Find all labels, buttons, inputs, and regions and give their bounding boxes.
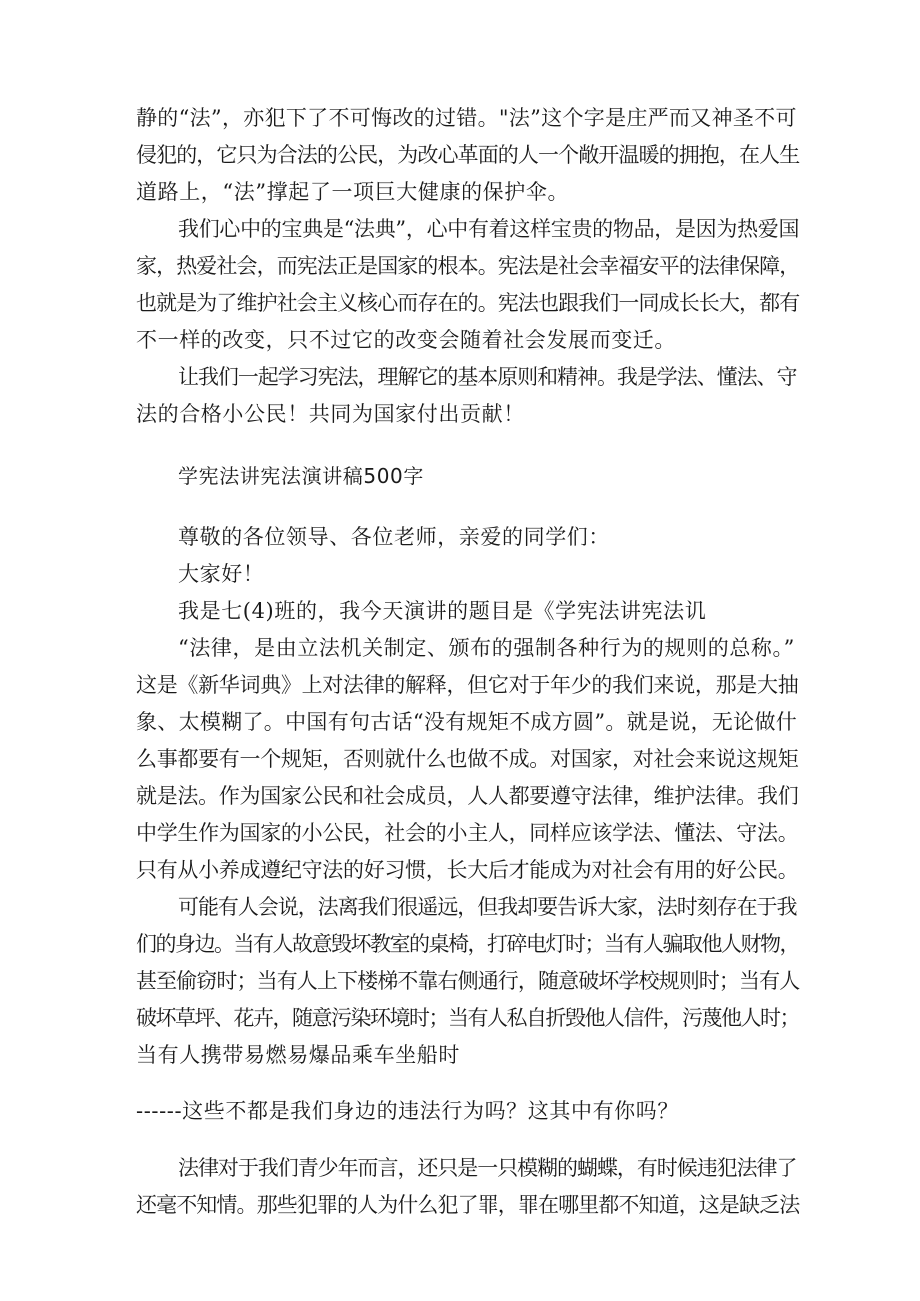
- body-text-line: 甚至偷窃时；当有人上下楼梯不靠右侧通行，随意破坏学校规则时；当有人: [136, 969, 800, 993]
- body-text-line: 侵犯的，它只为合法的公民，为改心革面的人一个敞开温暖的拥抱，在人生: [136, 143, 800, 167]
- body-text-line: 们的身边。当有人故意毁坏教室的桌椅，打碎电灯时；当有人骗取他人财物，: [136, 932, 799, 956]
- question-line: ------这些不都是我们身边的违法行为吗？这其中有你吗？: [136, 1099, 679, 1123]
- body-text-line: 破坏草坪、花卉，随意污染环境时；当有人私自折毁他人信件，污蔑他人时；: [136, 1006, 799, 1030]
- body-text-line: 这是《新华词典》上对法律的解释，但它对于年少的我们来说，那是大抽: [136, 673, 799, 697]
- section-title: 学宪法讲宪法演讲稿500字: [178, 464, 424, 488]
- body-text-line: 家，热爱社会，而宪法正是国家的根本。宪法是社会幸福安平的法律保障，: [136, 254, 800, 278]
- body-text-line: 还毫不知情。那些犯罪的人为什么犯了罪，罪在哪里都不知道，这是缺乏法: [136, 1193, 800, 1217]
- body-text-line: 也就是为了维护社会主义核心而存在的。宪法也跟我们一同成长长大，都有: [136, 291, 800, 315]
- body-text-line: 只有从小养成遵纪守法的好习惯，长大后才能成为对社会有用的好公民。: [136, 858, 799, 882]
- salutation: 尊敬的各位领导、各位老师，亲爱的同学们：: [178, 525, 610, 549]
- body-text-line: 法的合格小公民！共同为国家付出贡献！: [136, 402, 525, 426]
- body-text-line: 就是法。作为国家公民和社会成员，人人都要遵守法律，维护法律。我们: [136, 784, 799, 808]
- body-text-line: 不一样的改变，只不过它的改变会随着社会发展而变迁。: [136, 328, 676, 352]
- body-text-line: 道路上，“法”撑起了一项巨大健康的保护伞。: [136, 180, 570, 204]
- body-text-line: 可能有人会说，法离我们很遥远，但我却要告诉大家，法时刻存在于我: [178, 895, 797, 919]
- body-text-line: 当有人携带易燃易爆品乘车坐船时: [136, 1043, 460, 1067]
- body-text-line: 静的“法”，亦犯下了不可悔改的过错。"法”这个字是庄严而又神圣不可: [136, 106, 797, 130]
- body-text-line: 么事都要有一个规矩，否则就什么也做不成。对国家，对社会来说这规矩: [136, 747, 799, 771]
- body-text-line: 让我们一起学习宪法，理解它的基本原则和精神。我是学法、懂法、守: [178, 365, 797, 389]
- greeting: 大家好！: [178, 562, 265, 586]
- body-text-line: “法律，是由立法机关制定、颁布的强制各种行为的规则的总称。”: [178, 636, 795, 660]
- intro-line: 我是七(4)班的，我今天演讲的题目是《学宪法讲宪法讥: [178, 599, 707, 623]
- body-text-line: 我们心中的宝典是“法典”，心中有着这样宝贵的物品，是因为热爱国: [178, 217, 800, 241]
- body-text-line: 象、太模糊了。中国有句古话“没有规矩不成方圆”。就是说，无论做什: [136, 710, 798, 734]
- body-text-line: 法律对于我们青少年而言，还只是一只模糊的蝴蝶，有时候违犯法律了: [178, 1156, 797, 1180]
- body-text-line: 中学生作为国家的小公民，社会的小主人，同样应该学法、懂法、守法。: [136, 821, 799, 845]
